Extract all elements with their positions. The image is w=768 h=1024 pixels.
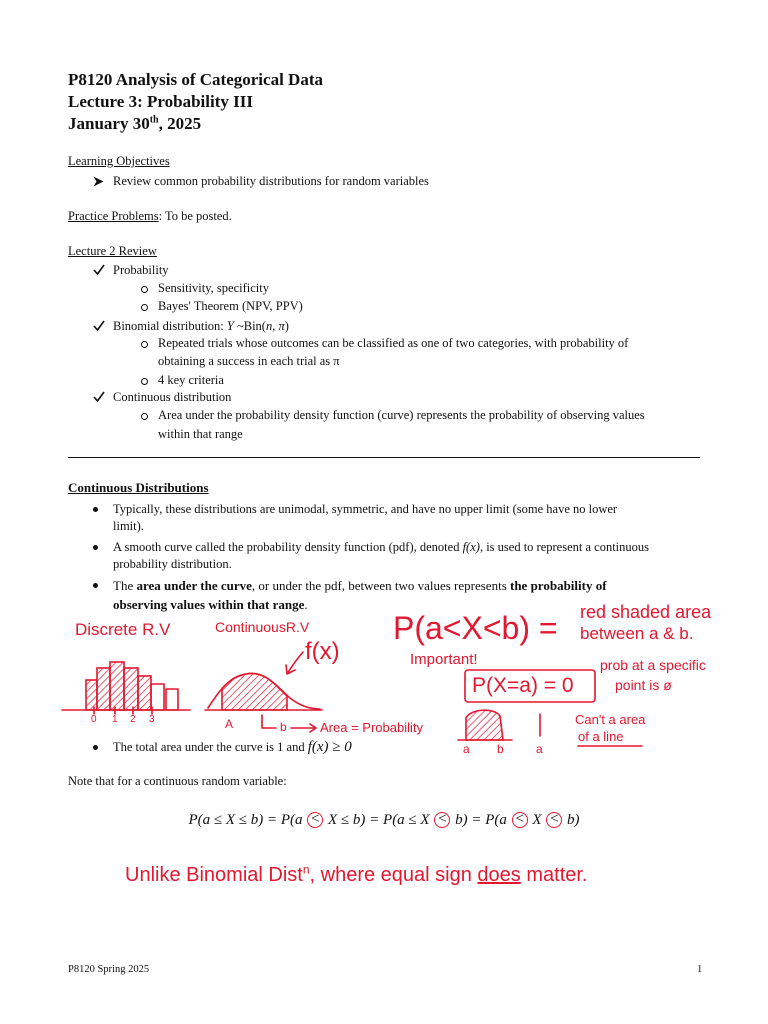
review-subitem: Area under the probability density function (curve) represents the probability of observing values xyxy=(158,408,645,422)
histogram-bar xyxy=(86,680,97,710)
review-item-binomial xyxy=(113,318,289,334)
total-area-math: f(x) ≥ 0 xyxy=(307,739,352,755)
circle-bullet-icon xyxy=(141,378,148,385)
equation-segment: P(a ≤ X ≤ b) = P(a xyxy=(188,812,307,828)
equation-segment: b) = P(a xyxy=(451,812,511,828)
binomial-params: n, π xyxy=(265,319,285,333)
histogram-bar xyxy=(166,689,178,710)
annotation-no-area-line1: Can't a area xyxy=(575,712,646,727)
learning-objectives-heading: Learning Objectives xyxy=(68,154,170,168)
circle-bullet-icon xyxy=(141,286,148,293)
histogram-tick-label: 2 xyxy=(130,714,136,725)
circled-less-than: < xyxy=(512,812,528,828)
continuous-equality-equation xyxy=(0,810,768,830)
total-area-text: The total area under the curve is 1 and xyxy=(113,740,308,754)
bullet-icon xyxy=(93,583,98,588)
footer-course: P8120 Spring 2025 xyxy=(68,964,150,975)
area-bold-range: observing values within that range xyxy=(113,597,305,612)
annotation-interval-probability: P(a<X<b) = xyxy=(393,610,558,646)
objective-item: Review common probability distributions for random variables xyxy=(113,174,429,188)
review-subitem: 4 key criteria xyxy=(158,373,224,387)
check-icon xyxy=(93,264,105,275)
check-icon xyxy=(93,391,105,402)
review-subitem: Sensitivity, specificity xyxy=(158,281,269,295)
histogram-ticks xyxy=(94,707,152,714)
date-year: , 2025 xyxy=(158,114,202,133)
histogram-bar xyxy=(124,668,138,710)
annotation-area-probability: Area = Probability xyxy=(320,720,423,735)
annotation-discrete-rv: Discrete R.V xyxy=(75,620,171,639)
review-subitem-continuation: obtaining a success in each trial as π xyxy=(158,354,340,368)
date-day: January 30 xyxy=(68,114,150,133)
unlike-text-before: Unlike Binomial Dist xyxy=(125,864,303,886)
annotation-no-area-line2: of a line xyxy=(578,729,624,744)
lecture-review-heading: Lecture 2 Review xyxy=(68,244,157,258)
area-bold-phrase: area under the curve xyxy=(136,578,252,593)
bullet-icon xyxy=(93,507,98,512)
annotation-fx: f(x) xyxy=(305,638,340,665)
histogram-bar xyxy=(97,668,110,710)
bullet-icon xyxy=(93,745,98,750)
histogram-bar xyxy=(110,662,124,710)
annotation-point-note-line2: point is ø xyxy=(615,677,672,693)
annotation-red-shaded-line2: between a & b. xyxy=(580,624,694,643)
circle-bullet-icon xyxy=(141,413,148,420)
circle-bullet-icon xyxy=(141,341,148,348)
interval-shaded-area xyxy=(466,710,503,740)
binomial-variable: Y xyxy=(226,319,234,333)
annotation-red-shaded-line1: red shaded area xyxy=(580,602,712,622)
bullet-typically-continuation: limit). xyxy=(113,519,144,533)
histogram-tick-label: 1 xyxy=(112,714,118,725)
unlike-text-mid: , where equal sign xyxy=(309,864,478,886)
area-text-the: The xyxy=(113,578,137,593)
arrow-bullet-icon xyxy=(93,176,104,187)
histogram-bar xyxy=(151,684,164,710)
density-curve xyxy=(208,673,320,709)
area-bracket-arrow xyxy=(262,715,316,732)
note-intro: Note that for a continuous random variable: xyxy=(68,774,287,788)
review-item-probability: Probability xyxy=(113,263,169,277)
area-end: . xyxy=(304,597,308,612)
density-shaded-area xyxy=(222,673,287,710)
curve-label-b: b xyxy=(280,720,287,734)
practice-problems-status: : To be posted. xyxy=(158,209,232,223)
interval-label-b: b xyxy=(497,742,504,756)
unlike-superscript: n xyxy=(302,862,310,877)
annotation-point-note-line1: prob at a specific xyxy=(600,657,706,673)
practice-problems-line xyxy=(68,208,232,224)
binomial-dist-close: ) xyxy=(284,319,289,333)
circled-less-than: < xyxy=(307,812,323,828)
equation-segment: b) xyxy=(563,812,580,828)
histogram-tick-label: 3 xyxy=(149,714,155,725)
interval-label-a: a xyxy=(463,742,470,756)
histogram-tick-label: 0 xyxy=(91,714,97,725)
practice-problems-label: Practice Problems xyxy=(68,209,159,223)
circled-less-than: < xyxy=(546,812,562,828)
review-subitem: Repeated trials whose outcomes can be classified as one of two categories, with probability of xyxy=(158,336,629,350)
bullet-pdf-continuation: probability distribution. xyxy=(113,557,232,571)
date-ordinal-suffix: th xyxy=(149,114,159,126)
bullet-typically: Typically, these distributions are unimodal, symmetric, and have no upper limit (some have no lower xyxy=(113,502,618,516)
binomial-label: Binomial distribution: xyxy=(113,319,227,333)
pdf-fx: f(x) xyxy=(462,540,480,554)
unlike-text-end: matter. xyxy=(520,864,588,886)
point-label-a: a xyxy=(536,742,543,756)
unlike-underlined-does: does xyxy=(477,864,521,886)
check-icon xyxy=(93,320,105,331)
review-item-continuous: Continuous distribution xyxy=(113,390,232,404)
lecture-title: Lecture 3: Probability III xyxy=(68,92,253,111)
bullet-pdf xyxy=(113,539,649,555)
page-number: 1 xyxy=(697,964,703,975)
equation-segment: X xyxy=(528,812,546,828)
circle-bullet-icon xyxy=(141,304,148,311)
area-bold-probability: the probability of xyxy=(510,578,607,593)
annotation-unlike-binomial xyxy=(125,862,588,886)
area-text-mid: , or under the pdf, between two values represents xyxy=(251,578,510,593)
pdf-text-before: A smooth curve called the probability density function (pdf), denoted xyxy=(113,540,463,554)
bullet-area-continuation xyxy=(113,596,308,613)
equation-segment: X ≤ b) = P(a ≤ X xyxy=(324,812,434,828)
circled-less-than: < xyxy=(434,812,450,828)
course-title: P8120 Analysis of Categorical Data xyxy=(68,70,323,89)
histogram-bar xyxy=(138,676,151,710)
pdf-text-after: , is used to represent a continuous xyxy=(479,540,649,554)
curve-label-a: A xyxy=(225,717,234,731)
bullet-area xyxy=(113,577,607,594)
annotation-continuous-rv: ContinuousR.V xyxy=(215,619,310,635)
review-subitem: Bayes' Theorem (NPV, PPV) xyxy=(158,299,303,313)
binomial-dist-open: ~Bin( xyxy=(233,319,266,333)
annotation-point-probability: P(X=a) = 0 xyxy=(472,674,574,697)
annotation-important: Important! xyxy=(410,651,478,668)
lecture-date xyxy=(68,113,201,135)
review-subitem-continuation: within that range xyxy=(158,427,243,441)
continuous-distributions-heading: Continuous Distributions xyxy=(68,480,209,495)
fx-arrow xyxy=(286,652,303,674)
section-divider xyxy=(68,457,700,458)
bullet-icon xyxy=(93,545,98,550)
bullet-total-area xyxy=(113,739,352,755)
